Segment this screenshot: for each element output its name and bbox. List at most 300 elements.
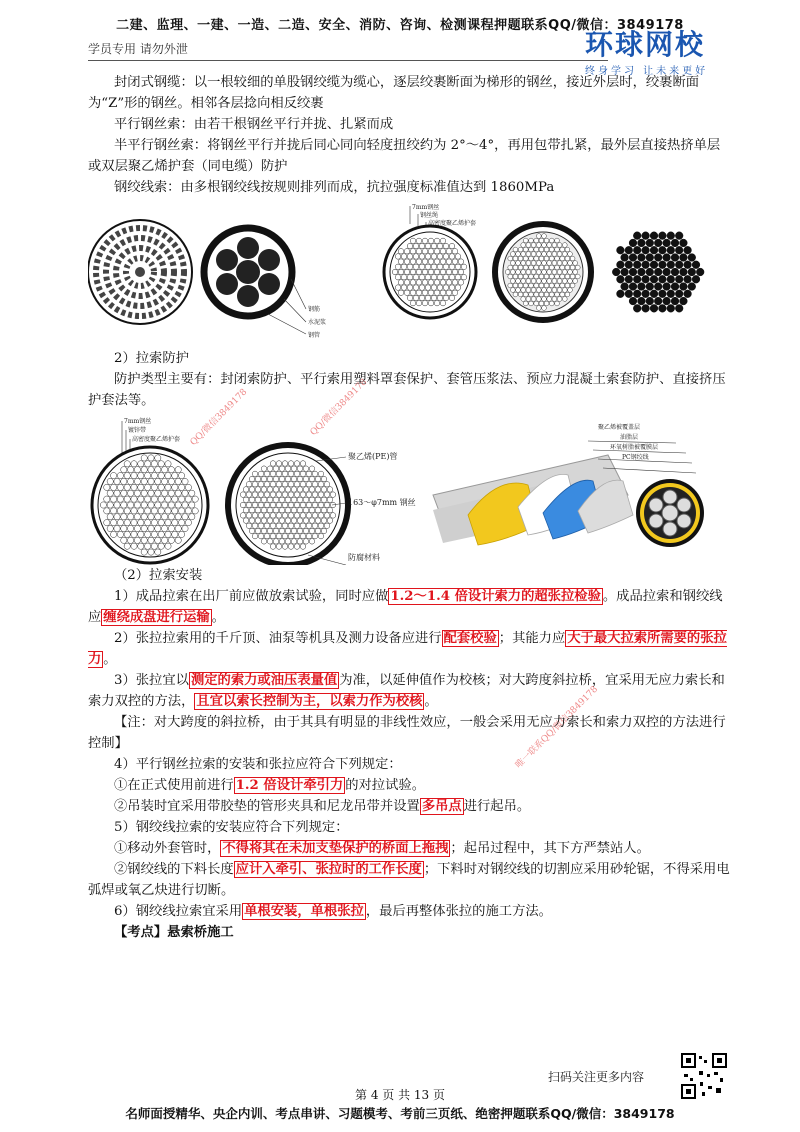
wire-strand bbox=[422, 248, 428, 254]
wire-strand bbox=[138, 484, 144, 490]
wire-strand bbox=[570, 274, 575, 279]
wire-strand bbox=[124, 520, 130, 526]
wire-strand bbox=[258, 533, 264, 539]
wire-strand bbox=[508, 283, 513, 288]
wire-strand bbox=[404, 259, 410, 265]
cable-cross-sections-svg bbox=[88, 204, 733, 346]
wire-strand bbox=[321, 528, 327, 534]
wire-strand bbox=[172, 496, 178, 502]
wire-strand bbox=[534, 274, 539, 279]
wire-strand bbox=[625, 275, 633, 283]
wire-strand bbox=[138, 508, 144, 514]
wire-strand bbox=[155, 490, 161, 496]
wire-strand bbox=[516, 279, 521, 284]
wire-strand bbox=[455, 285, 461, 291]
wire-strand bbox=[148, 514, 154, 520]
wire-strand bbox=[267, 528, 273, 534]
paragraph: 平行钢丝索：由若干根钢丝平行并拢、扎紧而成 bbox=[114, 117, 394, 132]
wire-strand bbox=[148, 525, 154, 531]
wire-strand bbox=[416, 290, 422, 296]
wire-strand bbox=[312, 523, 318, 529]
wire-strand bbox=[138, 496, 144, 502]
wire-strand bbox=[422, 300, 428, 306]
wire-strand bbox=[617, 290, 625, 298]
wire-strand bbox=[318, 533, 324, 539]
wire-strand bbox=[407, 264, 413, 270]
wire-strand bbox=[192, 496, 198, 502]
wire-strand bbox=[321, 507, 327, 513]
wire-strand bbox=[404, 290, 410, 296]
wire-strand bbox=[518, 274, 523, 279]
wire-strand bbox=[516, 270, 521, 275]
wire-strand bbox=[562, 261, 567, 266]
wire-strand bbox=[110, 531, 116, 537]
wire-strand bbox=[544, 283, 549, 288]
wire-strand bbox=[246, 513, 252, 519]
wire-strand bbox=[155, 514, 161, 520]
wire-strand bbox=[282, 481, 288, 487]
wire-strand bbox=[110, 472, 116, 478]
wire-strand bbox=[185, 496, 191, 502]
wire-strand bbox=[252, 492, 258, 498]
logo-title: 环球网校 bbox=[585, 28, 706, 61]
wire-strand bbox=[276, 533, 282, 539]
wire-strand bbox=[117, 472, 123, 478]
wire-strand bbox=[165, 461, 171, 467]
wire-strand bbox=[117, 508, 123, 514]
wire-strand bbox=[279, 518, 285, 524]
wire-strand bbox=[398, 248, 404, 254]
wire-strand bbox=[534, 256, 539, 261]
wire-strand bbox=[114, 502, 120, 508]
wire-strand bbox=[638, 268, 646, 276]
wire-strand bbox=[141, 502, 147, 508]
wire-strand bbox=[513, 256, 518, 261]
label-grease-layer: 油脂层 bbox=[620, 434, 639, 441]
section-title-install: （2）拉索安装 bbox=[114, 568, 203, 583]
wire-strand bbox=[547, 270, 552, 275]
wire-strand bbox=[172, 531, 178, 537]
wire-strand bbox=[646, 254, 654, 262]
wire-strand bbox=[134, 467, 140, 473]
wire-strand bbox=[297, 518, 303, 524]
wire-strand bbox=[521, 279, 526, 284]
wire-strand bbox=[279, 497, 285, 503]
wire-strand bbox=[309, 476, 315, 482]
wire-strand bbox=[249, 476, 255, 482]
wire-strand bbox=[107, 525, 113, 531]
wire-strand bbox=[654, 254, 662, 262]
wire-strand bbox=[696, 268, 704, 276]
wire-strand bbox=[531, 288, 536, 293]
wire-strand bbox=[168, 502, 174, 508]
wire-strand bbox=[425, 254, 431, 260]
wire-strand bbox=[659, 290, 667, 298]
wire-strand bbox=[294, 481, 300, 487]
wire-strand bbox=[131, 508, 137, 514]
wire-strand bbox=[654, 283, 662, 291]
wire-strand bbox=[675, 261, 683, 269]
wire-strand bbox=[114, 478, 120, 484]
wire-strand bbox=[312, 502, 318, 508]
wire-strand bbox=[529, 265, 534, 270]
wire-strand bbox=[521, 270, 526, 275]
wire-strand bbox=[416, 269, 422, 275]
wire-strand bbox=[306, 502, 312, 508]
wire-strand bbox=[158, 531, 164, 537]
wire-strand bbox=[523, 265, 528, 270]
wire-strand bbox=[282, 471, 288, 477]
wire-strand bbox=[573, 279, 578, 284]
wire-strand bbox=[161, 514, 167, 520]
wire-strand bbox=[544, 292, 549, 297]
wire-strand bbox=[552, 288, 557, 293]
wire-strand bbox=[110, 484, 116, 490]
wire-strand bbox=[407, 254, 413, 260]
highlight: 单根安装，单根张拉 bbox=[244, 904, 364, 919]
wire-strand bbox=[625, 261, 633, 269]
wire-strand bbox=[671, 239, 679, 247]
wire-strand bbox=[255, 487, 261, 493]
wire-strand bbox=[555, 292, 560, 297]
wire-strand bbox=[562, 270, 567, 275]
wire-strand bbox=[562, 279, 567, 284]
wire-strand bbox=[521, 252, 526, 257]
wire-strand bbox=[531, 270, 536, 275]
wire-strand bbox=[570, 256, 575, 261]
wire-strand bbox=[282, 492, 288, 498]
wire-strand bbox=[261, 539, 267, 545]
wire-strand bbox=[141, 478, 147, 484]
wire-strand bbox=[189, 490, 195, 496]
wire-strand bbox=[629, 239, 637, 247]
wire-strand bbox=[431, 274, 437, 280]
wire-strand bbox=[151, 520, 157, 526]
wire-strand bbox=[148, 502, 154, 508]
wire-strand bbox=[243, 487, 249, 493]
wire-strand bbox=[625, 246, 633, 254]
wire-strand bbox=[121, 514, 127, 520]
wire-strand bbox=[124, 496, 130, 502]
wire-strand bbox=[398, 280, 404, 286]
wire-strand bbox=[288, 471, 294, 477]
wire-strand bbox=[117, 496, 123, 502]
wire-strand bbox=[413, 274, 419, 280]
wire-strand bbox=[437, 285, 443, 291]
wire-strand bbox=[178, 496, 184, 502]
wire-strand bbox=[552, 261, 557, 266]
wire-strand bbox=[267, 518, 273, 524]
wire-strand bbox=[398, 259, 404, 265]
wire-strand bbox=[294, 513, 300, 519]
wire-strand bbox=[318, 513, 324, 519]
wire-strand bbox=[258, 502, 264, 508]
wire-strand bbox=[182, 490, 188, 496]
wire-strand bbox=[529, 247, 534, 252]
wire-strand bbox=[452, 248, 458, 254]
wire-strand bbox=[127, 478, 133, 484]
wire-strand bbox=[671, 254, 679, 262]
wire-strand bbox=[255, 507, 261, 513]
wire-strand bbox=[692, 261, 700, 269]
wire-strand bbox=[419, 254, 425, 260]
wire-strand bbox=[158, 472, 164, 478]
wire-strand bbox=[185, 508, 191, 514]
wire-strand bbox=[117, 484, 123, 490]
wire-strand bbox=[407, 295, 413, 301]
wire-strand bbox=[684, 275, 692, 283]
wire-strand bbox=[270, 544, 276, 550]
wire-strand bbox=[312, 481, 318, 487]
wire-strand bbox=[151, 461, 157, 467]
wire-strand bbox=[165, 543, 171, 549]
wire-strand bbox=[549, 283, 554, 288]
wire-strand bbox=[555, 274, 560, 279]
wire-strand bbox=[141, 490, 147, 496]
wire-strand bbox=[144, 496, 150, 502]
wire-strand bbox=[392, 269, 398, 275]
wire-strand bbox=[127, 514, 133, 520]
wire-strand bbox=[633, 232, 641, 240]
wire-strand bbox=[612, 268, 620, 276]
wire-strand bbox=[318, 481, 324, 487]
wire-strand bbox=[124, 472, 130, 478]
wire-strand bbox=[161, 467, 167, 473]
wire-strand bbox=[124, 484, 130, 490]
wire-strand bbox=[440, 259, 446, 265]
wire-strand bbox=[547, 288, 552, 293]
wire-strand bbox=[270, 492, 276, 498]
wire-strand bbox=[138, 520, 144, 526]
wire-strand bbox=[428, 259, 434, 265]
install-item-4-1: ①在正式使用前进行 1.2 倍设计牵引力 的对拉试验。 bbox=[114, 778, 425, 793]
wire-strand bbox=[667, 261, 675, 269]
wire-strand bbox=[121, 478, 127, 484]
wire-strand bbox=[158, 543, 164, 549]
wire-strand bbox=[422, 290, 428, 296]
wire-strand bbox=[440, 269, 446, 275]
wire-strand bbox=[565, 265, 570, 270]
wire-strand bbox=[531, 297, 536, 302]
wire-strand bbox=[297, 497, 303, 503]
wire-strand bbox=[513, 247, 518, 252]
wire-strand bbox=[276, 481, 282, 487]
wire-strand bbox=[419, 285, 425, 291]
wire-strand bbox=[428, 280, 434, 286]
wire-strand bbox=[659, 232, 667, 240]
wire-strand bbox=[539, 247, 544, 252]
parallel-wire-section bbox=[384, 204, 476, 318]
highlight: 多吊点 bbox=[421, 799, 462, 814]
wire-strand bbox=[510, 252, 515, 257]
wire-strand bbox=[144, 520, 150, 526]
wire-strand bbox=[151, 484, 157, 490]
wire-strand bbox=[539, 301, 544, 306]
wire-strand bbox=[401, 254, 407, 260]
wire-strand bbox=[555, 265, 560, 270]
wire-strand bbox=[529, 274, 534, 279]
wire-strand bbox=[646, 297, 654, 305]
wire-strand bbox=[324, 523, 330, 529]
wire-strand bbox=[270, 481, 276, 487]
wire-strand bbox=[410, 290, 416, 296]
wire-strand bbox=[127, 490, 133, 496]
wire-strand bbox=[324, 513, 330, 519]
wire-strand bbox=[285, 466, 291, 472]
wire-strand bbox=[542, 279, 547, 284]
wire-strand bbox=[318, 471, 324, 477]
wire-strand bbox=[536, 252, 541, 257]
wire-strand bbox=[270, 523, 276, 529]
wire-strand bbox=[395, 274, 401, 280]
highlight: 1.2～1.4 倍设计索力的超张拉检验 bbox=[390, 589, 601, 604]
wire-strand bbox=[659, 261, 667, 269]
wire-strand bbox=[437, 254, 443, 260]
wire-strand bbox=[621, 268, 629, 276]
wire-strand bbox=[667, 290, 675, 298]
wire-strand bbox=[680, 283, 688, 291]
wire-strand bbox=[523, 292, 528, 297]
page-number: 第 4 页 共 13 页 bbox=[355, 1088, 445, 1102]
wire-strand bbox=[165, 484, 171, 490]
wire-strand bbox=[300, 502, 306, 508]
wire-strand bbox=[549, 238, 554, 243]
wire-strand bbox=[440, 290, 446, 296]
wire-strand bbox=[684, 246, 692, 254]
wire-strand bbox=[523, 247, 528, 252]
wire-strand bbox=[151, 543, 157, 549]
wire-strand bbox=[428, 300, 434, 306]
wire-strand bbox=[285, 539, 291, 545]
wire-strand bbox=[131, 543, 137, 549]
wire-strand bbox=[688, 254, 696, 262]
wire-strand bbox=[410, 269, 416, 275]
wire-strand bbox=[300, 461, 306, 467]
wire-strand bbox=[240, 513, 246, 519]
wire-strand bbox=[261, 466, 267, 472]
highlight: 大于最大拉索所需要的张拉力 bbox=[88, 631, 727, 667]
wire-strand bbox=[264, 471, 270, 477]
wire-strand bbox=[557, 297, 562, 302]
wire-strand bbox=[398, 290, 404, 296]
wire-strand bbox=[449, 295, 455, 301]
wire-strand bbox=[264, 492, 270, 498]
wire-strand bbox=[416, 248, 422, 254]
wire-strand bbox=[513, 274, 518, 279]
wire-strand bbox=[315, 518, 321, 524]
wire-strand bbox=[175, 525, 181, 531]
wire-strand bbox=[114, 525, 120, 531]
wire-strand bbox=[419, 264, 425, 270]
wire-strand bbox=[182, 525, 188, 531]
wire-strand bbox=[422, 238, 428, 244]
wire-strand bbox=[297, 466, 303, 472]
wire-strand bbox=[264, 513, 270, 519]
wire-strand bbox=[264, 533, 270, 539]
wire-strand bbox=[542, 243, 547, 248]
install-item-5-1: ①移动外套管时， 不得将其在未加支垫保护的桥面上拖拽 ；起吊过程中，其下方严禁站人。 bbox=[114, 841, 650, 856]
wire-strand bbox=[291, 539, 297, 545]
wire-strand bbox=[141, 537, 147, 543]
wire-strand bbox=[401, 285, 407, 291]
section-title-protect: 2）拉索防护 bbox=[114, 351, 189, 366]
wire-strand bbox=[449, 274, 455, 280]
wire-strand bbox=[413, 243, 419, 249]
wire-strand bbox=[461, 264, 467, 270]
wire-strand bbox=[671, 268, 679, 276]
wire-strand bbox=[175, 478, 181, 484]
wire-strand bbox=[547, 243, 552, 248]
wire-strand bbox=[134, 525, 140, 531]
wire-strand bbox=[121, 502, 127, 508]
wire-strand bbox=[560, 274, 565, 279]
wire-strand bbox=[168, 525, 174, 531]
wire-strand bbox=[529, 238, 534, 243]
wire-strand bbox=[401, 274, 407, 280]
wire-strand bbox=[437, 295, 443, 301]
wire-strand bbox=[413, 264, 419, 270]
wire-strand bbox=[141, 455, 147, 461]
wire-strand bbox=[663, 283, 671, 291]
wire-strand bbox=[434, 280, 440, 286]
wire-strand bbox=[161, 537, 167, 543]
wire-strand bbox=[114, 514, 120, 520]
wire-strand bbox=[321, 518, 327, 524]
wire-strand bbox=[318, 523, 324, 529]
wire-strand bbox=[573, 270, 578, 275]
wire-strand bbox=[288, 502, 294, 508]
wire-strand bbox=[404, 269, 410, 275]
wire-strand bbox=[141, 514, 147, 520]
wire-strand bbox=[547, 252, 552, 257]
wire-strand bbox=[458, 269, 464, 275]
wire-strand bbox=[410, 248, 416, 254]
wire-strand bbox=[246, 502, 252, 508]
wire-strand bbox=[273, 466, 279, 472]
wire-strand bbox=[428, 290, 434, 296]
wire-strand bbox=[529, 283, 534, 288]
wire-strand bbox=[100, 502, 106, 508]
wire-strand bbox=[258, 513, 264, 519]
wire-strand bbox=[646, 239, 654, 247]
wire-strand bbox=[175, 467, 181, 473]
wire-strand bbox=[107, 490, 113, 496]
wire-strand bbox=[434, 290, 440, 296]
wire-strand bbox=[306, 481, 312, 487]
wire-strand bbox=[539, 238, 544, 243]
wire-strand bbox=[175, 502, 181, 508]
wire-strand bbox=[315, 507, 321, 513]
wire-strand bbox=[508, 256, 513, 261]
wire-strand bbox=[516, 288, 521, 293]
wire-strand bbox=[148, 490, 154, 496]
wire-strand bbox=[560, 256, 565, 261]
wire-strand bbox=[192, 508, 198, 514]
wire-strand bbox=[324, 481, 330, 487]
wire-strand bbox=[431, 285, 437, 291]
wire-strand bbox=[449, 243, 455, 249]
wire-strand bbox=[144, 531, 150, 537]
wire-strand bbox=[629, 283, 637, 291]
wire-strand bbox=[267, 497, 273, 503]
wire-strand bbox=[249, 528, 255, 534]
wire-strand bbox=[178, 472, 184, 478]
wire-strand bbox=[410, 300, 416, 306]
wire-strand bbox=[692, 275, 700, 283]
wire-strand bbox=[650, 246, 658, 254]
wire-strand bbox=[650, 290, 658, 298]
wire-strand bbox=[144, 461, 150, 467]
